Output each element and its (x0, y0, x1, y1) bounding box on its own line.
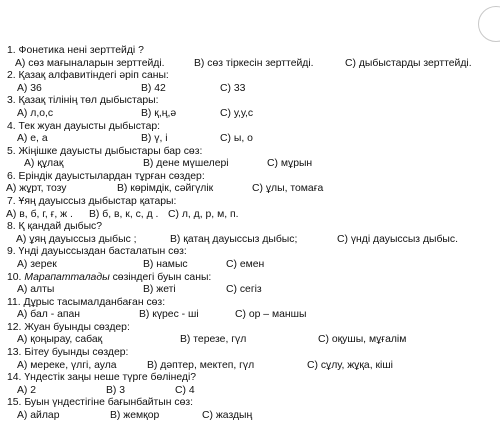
question-8-option-b: В) қатаң дауыссыз дыбыс; (170, 233, 298, 245)
question-10-option-b: В) жеті (143, 284, 176, 296)
question-14-title-line (0, 373, 500, 385)
question-13-title: 13. Бітеу буынды сөздер: (7, 347, 129, 359)
question-4-title: 4. Тек жуан дауысты дыбыстар: (7, 120, 161, 132)
question-14-title: 14. Үндестік заңы неше түрге бөлінеді? (7, 372, 197, 384)
question-7-title-line (0, 197, 500, 209)
question-9-option-c: С) емен (226, 258, 265, 270)
question-15-options-line (0, 411, 500, 423)
question-11-option-b: В) күрес - ші (139, 309, 199, 321)
question-14-option-b: В) 3 (106, 384, 126, 396)
question-9-title: 9. Үнді дауыссыздан басталатын сөз: (7, 246, 187, 258)
question-12-option-c: С) оқушы, мұғалім (318, 334, 407, 346)
question-5-title-line (0, 147, 500, 159)
question-2-option-a: А) 36 (17, 82, 42, 94)
question-6-title-line (0, 172, 500, 184)
question-15-option-a: А) айлар (17, 410, 60, 421)
question-8-option-a: А) ұяң дауыссыз дыбыс ; (16, 233, 137, 245)
question-7-option-a: А) в, б, г, ғ, ж . (6, 208, 73, 220)
question-13-title-line (0, 348, 500, 360)
question-4-option-b: В) ү, і (141, 133, 168, 145)
question-5-option-b: В) дене мүшелері (143, 158, 229, 170)
question-1-option-a: А) сөз мағыналарын зерттейді. (15, 57, 165, 69)
question-7-title: 7. Ұяң дауыссыз дыбыстар қатары: (7, 196, 177, 208)
question-5-option-a: А) құлақ (24, 158, 64, 170)
question-4-option-a: А) е, а (17, 133, 48, 145)
question-6-option-c: С) ұлы, томаға (252, 183, 324, 195)
question-4-options-line (0, 134, 500, 146)
question-5-option-c: С) мұрын (267, 158, 313, 170)
question-8-title-line (0, 222, 500, 234)
question-9-option-a: А) зерек (17, 258, 57, 270)
question-13-options-line (0, 361, 500, 373)
question-2-title: 2. Қазақ алфавитіндегі әріп саны: (7, 70, 169, 82)
question-9-option-b: В) намыс (143, 258, 188, 270)
question-14-option-a: А) 2 (17, 384, 37, 396)
question-8-options-line (0, 235, 500, 247)
question-2-options-line (0, 84, 500, 96)
question-4-title-line (0, 122, 500, 134)
question-4-option-c: С) ы, о (220, 133, 253, 145)
question-12-title: 12. Жуан буынды сөздер: (7, 321, 130, 333)
question-7-option-c: С) л, д, р, м, п. (168, 208, 239, 220)
question-10-option-a: А) алты (17, 284, 55, 296)
question-3-option-c: С) у,у,с (220, 107, 254, 119)
question-6-option-b: В) көрімдік, сәйгүлік (117, 183, 214, 195)
question-3-option-a: А) л,о,с (17, 107, 54, 119)
question-1-option-c: С) дыбыстарды зерттейді. (345, 57, 472, 69)
question-11-title: 11. Дұрыс тасымалданбаған сөз: (7, 296, 166, 308)
question-9-title-line (0, 247, 500, 259)
question-3-options-line (0, 109, 500, 121)
question-10-title-prefix: 10. (7, 271, 25, 283)
question-13-option-a: А) мереке, үлгі, аула (17, 359, 117, 371)
question-3-title-line (0, 96, 500, 108)
question-14-options-line (0, 386, 500, 398)
question-11-option-a: А) бал - апан (17, 309, 80, 321)
question-10-option-c: С) сегіз (226, 284, 262, 296)
question-10-title-italic-word: Марапатталады (24, 271, 110, 283)
question-3-title: 3. Қазақ тілінің төл дыбыстары: (7, 95, 159, 107)
question-8-option-c: С) үнді дауыссыз дыбыс. (337, 233, 458, 245)
question-7-options-line (0, 210, 500, 222)
question-14-option-c: С) 4 (175, 384, 195, 396)
question-2-title-line (0, 71, 500, 83)
question-6-title: 6. Еріндік дауыстылардан тұрған сөздер: (7, 170, 205, 182)
question-12-options-line (0, 335, 500, 347)
question-10-title-line (0, 273, 500, 285)
question-10-options-line (0, 285, 500, 297)
question-1-options-line (0, 59, 500, 71)
question-12-option-b: В) терезе, гүл (180, 334, 247, 346)
question-8-title: 8. Қ қандай дыбыс? (7, 221, 103, 233)
question-15-option-b: В) жемқор (110, 410, 160, 421)
question-1-title: 1. Фонетика нені зерттейді ? (7, 45, 144, 56)
question-2-option-c: С) 33 (220, 82, 246, 94)
question-15-title-line (0, 398, 500, 410)
question-7-option-b: В) б, в, к, с, д . (89, 208, 159, 220)
question-13-option-c: С) сұлу, жұқа, кіші (307, 359, 393, 371)
question-10-title (7, 273, 211, 283)
question-11-title-line (0, 298, 500, 310)
question-12-option-a: А) қоңырау, сабақ (17, 334, 103, 346)
question-3-option-b: В) қ,ң,ә (141, 107, 177, 119)
question-9-options-line (0, 260, 500, 272)
question-5-options-line (0, 159, 500, 171)
question-11-option-c: С) ор – маншы (235, 309, 307, 321)
question-10-title-suffix: сөзіндегі буын саны: (109, 271, 212, 283)
question-6-options-line (0, 184, 500, 196)
question-1-title-line (0, 46, 500, 58)
question-11-options-line (0, 310, 500, 322)
question-1-option-b: В) сөз тіркесін зерттейді. (194, 57, 314, 69)
question-15-option-c: С) жаздың (202, 410, 253, 421)
question-2-option-b: В) 42 (141, 82, 166, 94)
question-15-title: 15. Буын үндестігіне бағынбайтын сөз: (7, 397, 194, 409)
question-5-title: 5. Жіңішке дауысты дыбыстары бар сөз: (7, 145, 203, 157)
corner-decoration (478, 6, 500, 42)
question-13-option-b: В) дәптер, мектеп, гүл (147, 359, 255, 371)
question-6-option-a: А) жұрт, тозу (6, 183, 67, 195)
